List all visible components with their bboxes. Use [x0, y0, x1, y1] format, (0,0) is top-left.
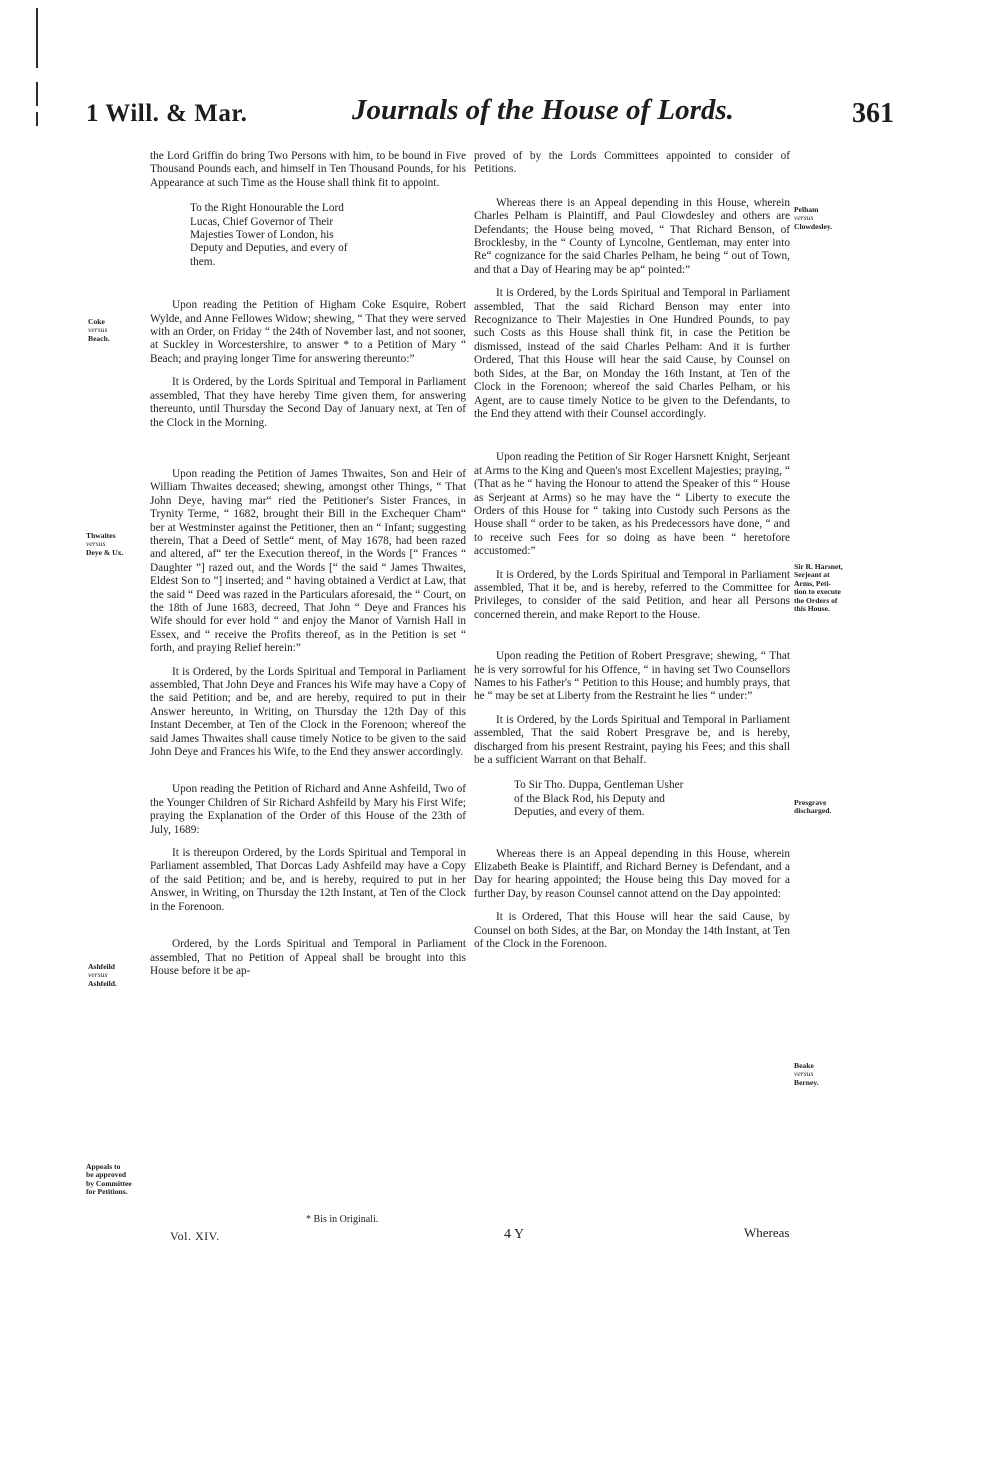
margin-note-coke: Coke versus Beach. [88, 317, 110, 343]
margin-note-pelham: Pelham versus Clowdesley. [794, 205, 833, 231]
margin-note-appeals: Appeals to be approved by Committee for Petitions. [86, 1162, 132, 1197]
paragraph-thwaites-petition: Upon reading the Petition of James Thwaites, Son and Heir of William Thwaites deceased; shewing, amongst other Things, “ That John Deye, having mar“ ried the Petitioner's Sister Frances, in Trynity Terme, “ 1682, brought their Bill in the Exchequer Cham“ ber at Westminster against the Petitioner, then an “ Infant; suggesting therein, That a Deed of Settle“ ment, of May 1678, had been razed and altered, af“ ter the Execution thereof, in the Words [“ Frances “ Daughter ”] razed out, and the Words [“ the said “ James Thwaites, Eldest Son to ”] inserted; and “ having obtained a Verdict at Law, that the said “ Deed was razed in the Particulars aforesaid, the “ Court, on the 18th of June 1683, decreed, That John “ Deye and Frances his Wife should for ever hold “ and enjoy the Manor of Varnish Hall in Essex, and “ receive the Profits thereof, as in the Petition is set “ forth, and praying Relief herein:” [150, 467, 466, 655]
paragraph-appeals-order: Ordered, by the Lords Spiritual and Temporal in Parliament assembled, That no Petition of Appeal shall be brought into this House before it be ap- [150, 938, 466, 977]
paragraph-coke-order: It is Ordered, by the Lords Spiritual and Temporal in Parliament assembled, That they have hereby Time given them, for answering thereunto, until Thursday the Second Day of January next, at Ten of the Clock in the Morning. [150, 376, 466, 429]
paragraph-beake-order: It is Ordered, That this House will hear the said Cause, by Counsel on both Sides, at the Bar, on Monday the 14th Instant, at Ten of the Clock in the Forenoon. [474, 911, 790, 951]
signature-mark: 4 Y [504, 1227, 525, 1242]
paragraph-harsnett-order: It is Ordered, by the Lords Spiritual and Temporal in Parliament assembled, That it be, and is hereby, referred to the Committee for Privileges, to consider of the said Petition, and hear all Persons concerned therein, and make Report to the House. [474, 568, 790, 621]
paragraph-continued: proved of by the Lords Committees appointed to consider of Petitions. [474, 150, 790, 176]
margin-note-presgrave: Presgrave discharged. [794, 798, 832, 816]
paragraph-ashfeild-petition: Upon reading the Petition of Richard and Anne Ashfeild, Two of the Younger Children of Sir Richard Ashfeild by Mary his First Wife; praying the Explanation of the Order of this House of the 23th of July, 1689: [150, 783, 466, 836]
margin-note-harsnett: Sir R. Harsnet, Serjeant at Arms, Peti- tion to execute the Orders of this House. [794, 562, 843, 614]
running-head-title: Journals of the House of Lords. [352, 94, 734, 126]
paragraph-pelham-appeal: Whereas there is an Appeal depending in this House, wherein Charles Pelham is Plaintiff, and Paul Clowdesley and others are Defendants; the House being moved, “ That Richard Benson, of Brocklesby, in the “ County of Lyncolne, Gentleman, may enter into Re“ cognizance for the said Charles Pelham, he being “ out of Town, and that a Day of Hearing may be ap“ pointed:” [474, 196, 790, 276]
paragraph-beake-appeal: Whereas there is an Appeal depending in this House, wherein Elizabeth Beake is Plaintiff, and Richard Berney is Defendant, and a Day for hearing appointed; the House being this Day moved for a further Day, by reason Counsel cannot attend on the Day appointed: [474, 847, 790, 900]
paragraph-pelham-order: It is Ordered, by the Lords Spiritual and Temporal in Parliament assembled, That the said Richard Benson may enter into Recognizance to Their Majesties in One Hundred Pounds, to pay such Costs as this House shall think fit, in case the Petition be dismissed, instead of the said Charles Pelham: And it is further Ordered, That this House will hear the said Cause, by Counsel on both Sides, at the Bar, on Monday the 16th Instant, at Ten of the Clock in the Forenoon; whereof the said Charles Pelham, or his Agent, are to cause timely Notice to be given to the Defendants, to the End they attend with their Counsel accordingly. [474, 287, 790, 420]
page-number: 361 [852, 98, 894, 129]
paragraph-harsnett-petition: Upon reading the Petition of Sir Roger Harsnett Knight, Serjeant at Arms to the King and Queen's most Excellent Majesties; praying, “ (That as he “ having the Honour to attend the Speaker of this “ House as Serjeant at Arms) so he may have the “ Liberty to execute the Orders of this House for “ taking into Custody such Persons as the House shall “ order to be taken, as his Predecessors have done, “ and to receive such Fees for so doing as have been “ heretofore accustomed:” [474, 451, 790, 558]
binding-edge-mark [36, 8, 38, 68]
catchword: Whereas [744, 1225, 790, 1240]
margin-note-thwaites: Thwaites versus Deye & Ux. [86, 531, 124, 557]
binding-edge-mark [36, 112, 38, 126]
right-column [474, 150, 790, 962]
paragraph-thwaites-order: It is Ordered, by the Lords Spiritual and Temporal in Parliament assembled, That John Deye and Frances his Wife may have a Copy of the said Petition; and be, and are hereby, required to put in their Answer hereunto, in Writing, on Thursday the 12th Day of this Instant December, at Ten of the Clock in the Forenoon; whereof the said James Thwaites shall cause timely Notice to be given to the said John Deye and Frances his Wife, to the End they answer accordingly. [150, 665, 466, 759]
margin-note-beake: Beake versus Berney. [794, 1061, 819, 1087]
address-duppa: To Sir Tho. Duppa, Gentleman Usher of the Black Rod, his Deputy and Deputies, and every of them. [514, 779, 684, 819]
paragraph-presgrave-order: It is Ordered, by the Lords Spiritual and Temporal in Parliament assembled, That the said Robert Presgrave be, and is hereby, discharged from his present Restraint, paying his Fees; and this shall be a sufficient Warrant on that Behalf. [474, 713, 790, 767]
running-head-regnal: 1 Will. & Mar. [86, 100, 248, 127]
left-column [150, 150, 466, 988]
address-lucas: To the Right Honourable the Lord Lucas, Chief Governor of Their Majesties Tower of London, his Deputy and Deputies, and every of them. [190, 202, 348, 268]
paragraph-ashfeild-order: It is thereupon Ordered, by the Lords Spiritual and Temporal in Parliament assembled, That Dorcas Lady Ashfeild may have a Copy of the said Petition; and be, and is hereby, required to put in her Answer, in Writing, on Thursday the 12th Instant, at Ten of the Clock in the Forenoon. [150, 847, 466, 913]
volume-number: Vol. XIV. [170, 1229, 220, 1243]
footnote: * Bis in Originali. [306, 1214, 379, 1225]
paragraph-coke-petition: Upon reading the Petition of Higham Coke Esquire, Robert Wylde, and Anne Fellowes Widow; shewing, “ That they were served with an Order, on Friday “ the 24th of November last, and not sooner, at Suckley in Worcestershire, to answer * to a Petition of Mary “ Beach; and praying longer Time for answering thereunto:” [150, 299, 466, 365]
binding-edge-mark [36, 82, 38, 106]
margin-note-ashfeild: Ashfeild versus Ashfeild. [88, 962, 117, 988]
paragraph-presgrave-petition: Upon reading the Petition of Robert Presgrave; shewing, “ That he is very sorrowful for his Offence, “ in having set Two Counsellors Names to his Father's “ Petition to this House; and humbly prays, that he “ may be set at Liberty from the Restraint he lies “ under:” [474, 650, 790, 703]
paragraph-griffin: the Lord Griffin do bring Two Persons with him, to be bound in Five Thousand Pounds each, and himself in Ten Thousand Pounds, for his Appearance at such Time as the House shall think fit to appoint. [150, 150, 466, 189]
